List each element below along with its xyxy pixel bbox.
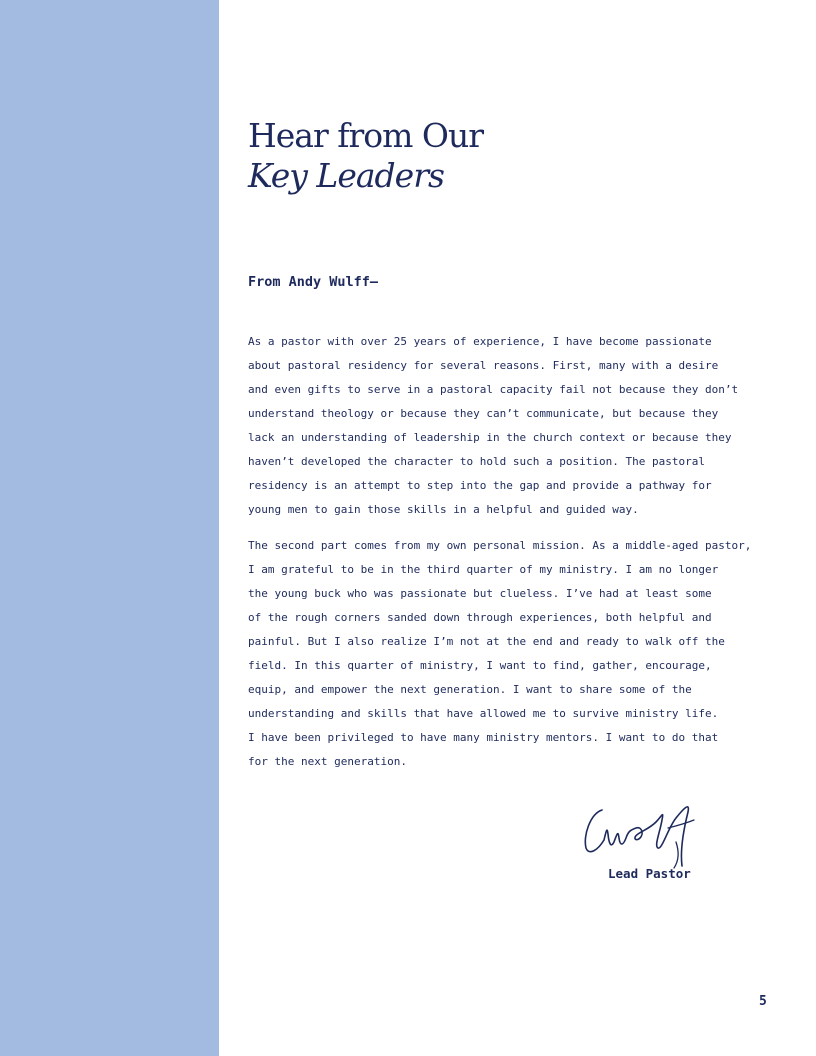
letter-body xyxy=(248,330,752,786)
text-line: for the next generation. xyxy=(248,755,407,768)
text-line: about pastoral residency for several reasons. First, many with a desire xyxy=(248,359,719,372)
text-line: residency is an attempt to step into the gap and provide a pathway for xyxy=(248,479,712,492)
page-title xyxy=(248,116,483,196)
text-line: young men to gain those skills in a helpful and guided way. xyxy=(248,503,639,516)
text-line: painful. But I also realize I’m not at the end and ready to walk off the xyxy=(248,635,725,648)
text-line: I have been privileged to have many ministry mentors. I want to do that xyxy=(248,731,719,744)
text-line: understand theology or because they can’t communicate, but because they xyxy=(248,407,719,420)
page-title-line-2: Key Leaders xyxy=(248,156,444,195)
page-number: 5 xyxy=(759,994,767,1009)
page-title-line-1: Hear from Our xyxy=(248,116,483,155)
sidebar-color-band xyxy=(0,0,219,1056)
text-line: understanding and skills that have allowed me to survive ministry life. xyxy=(248,707,719,720)
text-line: the young buck who was passionate but clueless. I’ve had at least some xyxy=(248,587,712,600)
signature-role: Lead Pastor xyxy=(608,866,691,881)
text-line: field. In this quarter of ministry, I want to find, gather, encourage, xyxy=(248,659,712,672)
text-line: I am grateful to be in the third quarter of my ministry. I am no longer xyxy=(248,563,719,576)
signature-graphic xyxy=(580,798,720,870)
letter-paragraph-1 xyxy=(248,330,748,522)
text-line: equip, and empower the next generation. I want to share some of the xyxy=(248,683,692,696)
text-line: lack an understanding of leadership in the church context or because they xyxy=(248,431,732,444)
text-line: As a pastor with over 25 years of experience, I have become passionate xyxy=(248,335,712,348)
text-line: of the rough corners sanded down through experiences, both helpful and xyxy=(248,611,712,624)
text-line: and even gifts to serve in a pastoral capacity fail not because they don’t xyxy=(248,383,739,396)
text-line: haven’t developed the character to hold such a position. The pastoral xyxy=(248,455,705,468)
text-line: The second part comes from my own personal mission. As a middle-aged pastor, xyxy=(248,539,752,552)
letter-salutation: From Andy Wulff— xyxy=(248,274,379,290)
letter-paragraph-2 xyxy=(248,534,752,774)
